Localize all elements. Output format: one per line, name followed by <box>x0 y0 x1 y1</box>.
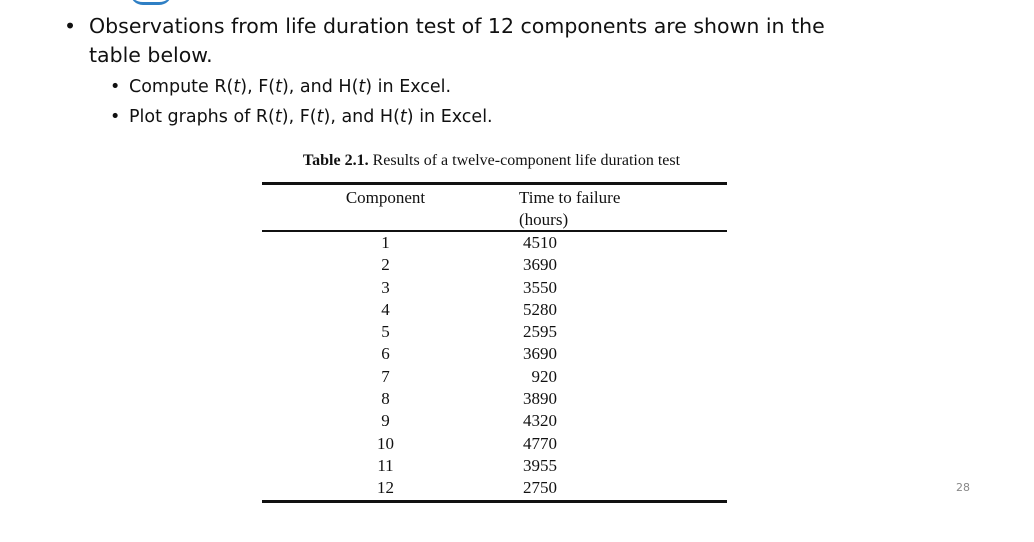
cell-time-to-failure: 4770 <box>523 433 557 453</box>
cell-time-to-failure: 2750 <box>517 477 727 501</box>
cell-component: 7 <box>381 366 390 386</box>
table-row <box>262 343 727 365</box>
sub-bullet-plot-text: Plot graphs of R(t), F(t), and H(t) in Excel. <box>129 107 493 127</box>
cell-component: 11 <box>377 455 394 475</box>
table-header-row <box>262 184 727 232</box>
cell-component: 9 <box>381 411 390 431</box>
cell-time-to-failure: 920 <box>531 366 557 386</box>
results-table-block <box>262 150 727 503</box>
cell-time-to-failure: 4510 <box>523 233 557 252</box>
header-time-to-failure: Time to failure (hours) <box>517 184 727 232</box>
header-component: Component <box>262 184 517 232</box>
cell-component: 5 <box>381 322 390 342</box>
bullet-main-text: Observations from life duration test of 12 components are shown in the table below. <box>89 14 825 67</box>
bullet-dot: • <box>110 77 121 97</box>
cell-time-to-failure: 3690 <box>523 255 557 275</box>
cell-component: 6 <box>381 344 390 364</box>
cell-time-to-failure: 2595 <box>523 322 557 342</box>
table-row <box>262 388 727 410</box>
table-row <box>262 277 727 299</box>
cell-time-to-failure: 3890 <box>523 389 557 409</box>
cell-component: 12 <box>262 477 517 501</box>
slide-top-accent <box>130 0 172 5</box>
table-row <box>262 433 727 455</box>
table-row <box>262 455 727 477</box>
table-row <box>262 231 727 254</box>
table-row <box>262 477 727 501</box>
bullet-dot: • <box>110 107 121 127</box>
table-row <box>262 321 727 343</box>
cell-time-to-failure: 3955 <box>523 455 557 475</box>
sub-bullet-compute-text: Compute R(t), F(t), and H(t) in Excel. <box>129 77 452 97</box>
cell-component: 8 <box>381 389 390 409</box>
table-row <box>262 366 727 388</box>
table-row <box>262 254 727 276</box>
table-caption <box>256 150 727 182</box>
table-row <box>262 410 727 432</box>
cell-time-to-failure: 4320 <box>523 411 557 431</box>
bullet-dot: • <box>64 14 77 38</box>
sub-bullet-plot <box>110 106 493 128</box>
cell-time-to-failure: 3550 <box>523 277 557 297</box>
cell-component: 4 <box>381 299 390 319</box>
table-row <box>262 299 727 321</box>
sub-bullet-compute <box>110 76 451 98</box>
table-caption-text: Results of a twelve-component life duration test <box>368 152 681 169</box>
page-number: 28 <box>956 481 970 494</box>
cell-component: 2 <box>381 255 390 275</box>
cell-component: 3 <box>381 277 390 297</box>
cell-component: 1 <box>381 233 390 252</box>
cell-time-to-failure: 5280 <box>523 299 557 319</box>
results-table <box>262 182 727 503</box>
cell-component: 10 <box>377 433 394 453</box>
table-caption-label: Table 2.1. <box>302 152 369 169</box>
bullet-main <box>64 12 854 70</box>
cell-time-to-failure: 3690 <box>523 344 557 364</box>
